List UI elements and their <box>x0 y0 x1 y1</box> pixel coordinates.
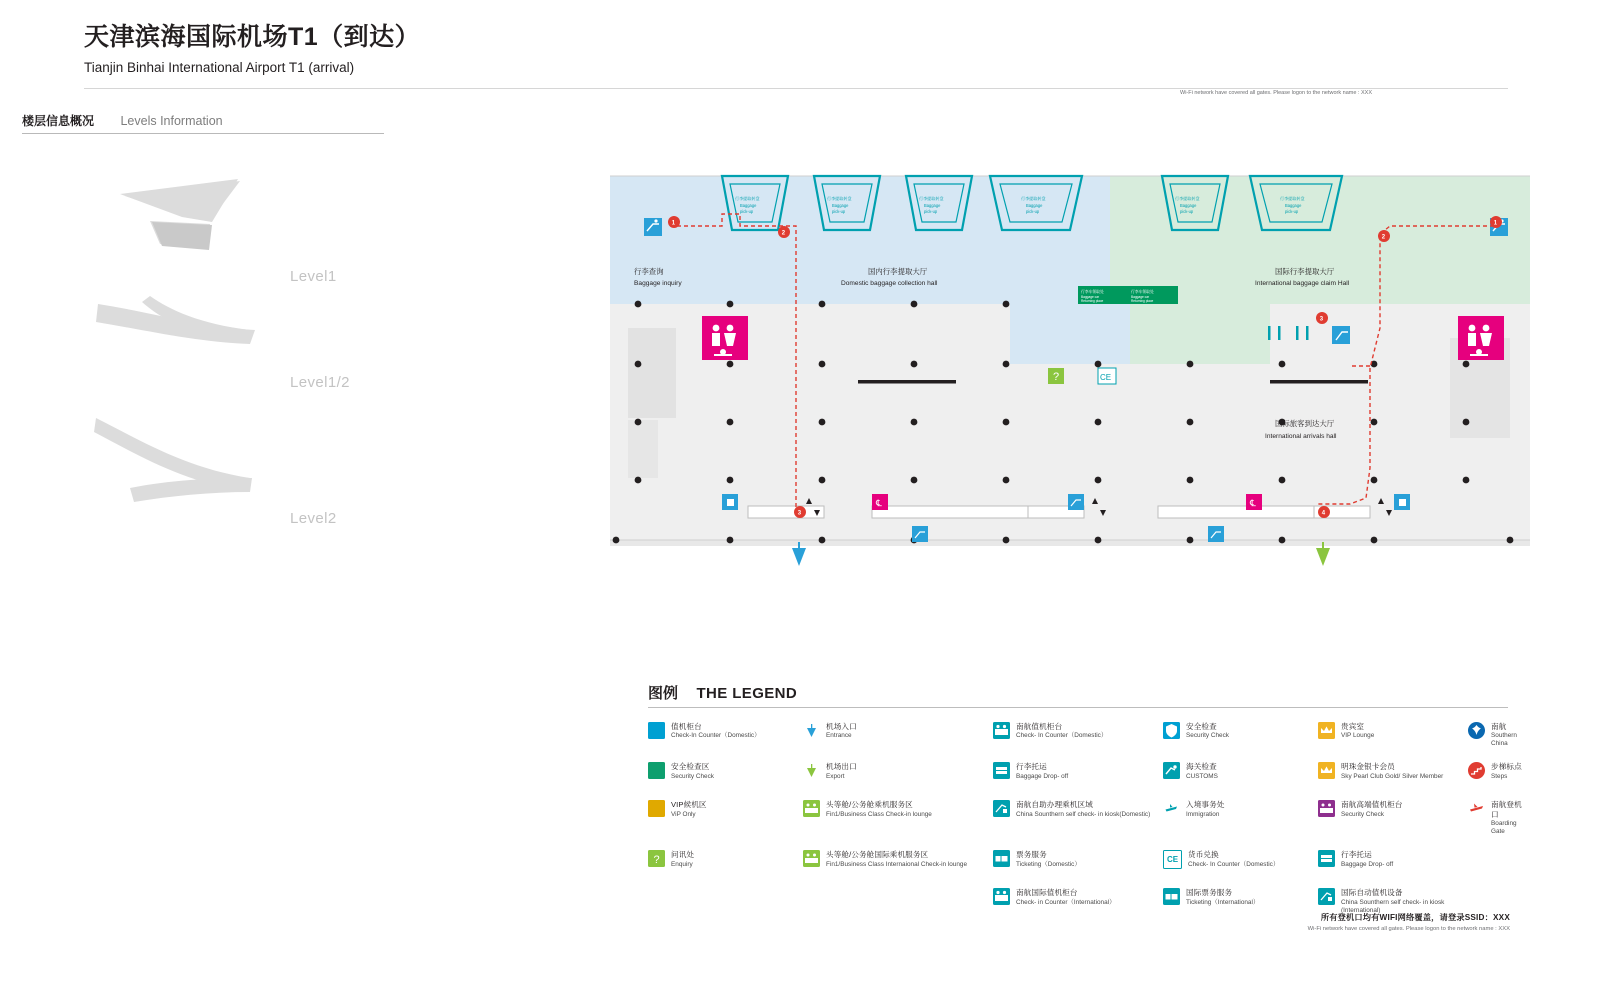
legend-label-en: CUSTOMS <box>1186 772 1218 780</box>
legend-label-en: Export <box>826 772 845 780</box>
svg-text:4: 4 <box>1321 510 1326 517</box>
svg-text:Returning place: Returning place <box>1081 299 1104 303</box>
area-label-cn-1: 国内行李提取大厅 <box>868 267 928 276</box>
boarding-gate-icon <box>1468 800 1485 817</box>
page-title-cn: 天津滨海国际机场T1（到达） <box>84 23 421 51</box>
enquiry-icon <box>648 850 665 867</box>
legend-item-enquiry[interactable] <box>648 850 803 874</box>
walkway-bar-1 <box>858 380 956 384</box>
legend-label-cn: 南航自助办理乘机区域 <box>1016 800 1093 810</box>
carousel-label-en-1b: pick-up <box>740 209 754 214</box>
level-2-row[interactable] <box>90 410 470 527</box>
legend-label-cn: 问讯处 <box>671 850 695 860</box>
legend-item-baggage-drop-off-2[interactable] <box>1318 850 1468 874</box>
legend-label-cn: 南航值机柜台 <box>1016 722 1063 731</box>
levels-heading <box>22 112 402 130</box>
legend-label-en: Check- in Counter（International） <box>1016 898 1116 906</box>
legend-label-cn: 机场出口 <box>826 762 857 772</box>
area-label-en-3: International arrivals hall <box>1265 433 1337 440</box>
steps-icon <box>1468 762 1485 779</box>
svg-text:行李车领取处: 行李车领取处 <box>1131 290 1154 294</box>
route-marker-2-right <box>1378 230 1390 242</box>
legend-label-cn: 国际自动值机设备 <box>1341 888 1403 898</box>
legend-label-cn: 安全检查 <box>1186 722 1217 731</box>
elevator-icon-right <box>1332 326 1350 344</box>
legend-label-cn: 货币兑换 <box>1188 850 1219 860</box>
levels-heading-cn: 楼层信息概况 <box>22 114 95 128</box>
legend-label-en: China Sounthern self check- in kiosk (International) <box>1341 898 1445 914</box>
svg-text:2: 2 <box>1381 234 1386 241</box>
spacer-icon-4 <box>1468 888 1485 905</box>
legend-title <box>648 682 1508 703</box>
legend-label-cn: 贵宾室 <box>1341 722 1365 731</box>
area-label-en-0: Baggage inquiry <box>634 280 682 287</box>
vip-only-icon <box>648 800 665 817</box>
legend-spacer-3 <box>803 888 993 914</box>
spacer-icon-3 <box>803 888 820 905</box>
first-business-checkin-lounge-icon <box>803 800 820 817</box>
legend-label-cn: 国际票务服务 <box>1186 888 1233 898</box>
baggage-icon-bottom-right <box>1394 494 1410 510</box>
csn-self-checkin-kiosk-domestic-icon <box>993 800 1010 817</box>
escalator-icon-mid-left <box>1068 494 1084 510</box>
ticketing-domestic-icon <box>993 850 1010 867</box>
page-header <box>84 22 1504 76</box>
legend-item-first-business-intl-checkin-lounge[interactable] <box>803 850 993 874</box>
svg-text:1: 1 <box>1493 220 1498 227</box>
svg-text:?: ? <box>1053 371 1060 383</box>
csn-check-in-counter-intl-icon <box>993 888 1010 905</box>
svg-text:Returning place: Returning place <box>1131 299 1154 303</box>
legend-item-security-check[interactable] <box>1163 722 1318 748</box>
legend-label-cn: 头等舱/公务舱国际乘机服务区 <box>826 850 929 860</box>
header-divider <box>84 88 1508 89</box>
legend-label-en: Check- In Counter（Domestic） <box>1016 732 1108 740</box>
carousel-label-cn-6: 行李提取转盘 <box>1280 196 1305 201</box>
svg-text:行李车领取处: 行李车领取处 <box>1081 290 1104 294</box>
area-label-en-2: International baggage claim Hall <box>1255 280 1350 287</box>
footer-wifi-en: Wi-Fi network have covered all gates. Please logon to the network name : XXX <box>1307 926 1510 932</box>
security-check-area-icon <box>648 762 665 779</box>
legend-item-baggage-drop-off[interactable] <box>993 762 1163 786</box>
svg-text:℄: ℄ <box>876 498 882 508</box>
legend-item-csn-check-in-counter-domestic[interactable] <box>993 722 1163 748</box>
carousel-label-en-4: Baggage <box>1026 203 1043 208</box>
ticketing-icon-right <box>1246 494 1262 510</box>
legend-item-export[interactable] <box>803 762 993 786</box>
legend-grid <box>648 722 1528 915</box>
legend-label-cn: 明珠金银卡会员 <box>1341 762 1395 772</box>
first-business-intl-checkin-lounge-icon <box>803 850 820 867</box>
legend-divider <box>648 707 1508 708</box>
level-2-shape <box>90 410 470 530</box>
level-1-2-row[interactable] <box>90 282 470 392</box>
carousel-label-cn-3: 行李提取转盘 <box>919 196 944 201</box>
legend-label-en: Immigration <box>1186 810 1220 818</box>
legend-label-en: Entrance <box>826 732 852 740</box>
footer-wifi-note <box>1100 912 1510 932</box>
export-icon <box>803 762 820 779</box>
legend-item-check-in-counter-domestic[interactable] <box>648 722 803 748</box>
legend-label-cn: 南航登机口 <box>1491 800 1522 819</box>
ticketing-international-icon <box>1163 888 1180 905</box>
legend-label-en: Security Check <box>671 772 714 780</box>
carousel-label-cn-5: 行李提取转盘 <box>1175 196 1200 201</box>
legend-label-cn: 入境事务处 <box>1186 800 1225 810</box>
legend-label-cn: 行李托运 <box>1341 850 1372 860</box>
legend-label-en: Enquiry <box>671 860 693 868</box>
legend-label-cn: 安全检查区 <box>671 762 710 772</box>
route-marker-3-left <box>794 506 806 518</box>
check-in-counter-domestic-icon <box>648 722 665 739</box>
carousel-label-en-1: Baggage <box>740 203 757 208</box>
legend-label-en: VIP Lounge <box>1341 732 1375 740</box>
legend-item-steps[interactable] <box>1468 762 1528 786</box>
escalator-icon-below-2 <box>1208 526 1224 542</box>
escalator-icon-below-1 <box>912 526 928 542</box>
legend-label-cn: 票务服务 <box>1016 850 1047 860</box>
legend-item-csn-premium-check-in[interactable] <box>1318 800 1468 836</box>
legend-label-en: Baggage Drop- off <box>1341 860 1394 868</box>
legend-label-cn: 南航高端值机柜台 <box>1341 800 1403 810</box>
legend-label-cn: 值机柜台 <box>671 722 702 731</box>
legend-item-security-check-area[interactable] <box>648 762 803 786</box>
legend-label-cn: 海关检查 <box>1186 762 1217 772</box>
ticketing-icon-left <box>872 494 888 510</box>
legend-title-cn: 图例 <box>648 685 679 702</box>
legend-label-en: Ticketing（International） <box>1186 898 1260 906</box>
legend-label-en: China Sounthern self check- in kiosk(Domestic) <box>1016 810 1151 818</box>
carousel-label-cn-4: 行李提取转盘 <box>1021 196 1046 201</box>
walkway-bar-2 <box>1270 380 1368 384</box>
spacer-icon <box>1468 850 1485 867</box>
immigration-icon <box>1163 800 1180 817</box>
customs-icon <box>1163 762 1180 779</box>
carousel-label-en-4b: pick-up <box>1026 209 1040 214</box>
legend-item-csn-self-checkin-kiosk-intl[interactable] <box>1318 888 1468 914</box>
route-marker-1-right <box>1490 216 1502 228</box>
legend-item-customs[interactable] <box>1163 762 1318 786</box>
currency-exchange-icon-plan <box>1098 368 1116 384</box>
legend-label-cn: 头等舱/公务舱乘机服务区 <box>826 800 913 810</box>
restroom-left-icon <box>702 316 748 360</box>
legend-item-southern-china[interactable] <box>1468 722 1528 748</box>
legend-item-boarding-gate[interactable] <box>1468 800 1528 836</box>
legend-item-csn-self-checkin-kiosk-domestic[interactable] <box>993 800 1163 836</box>
security-check-icon <box>1163 722 1180 739</box>
area-label-cn-2: 国际行李提取大厅 <box>1275 267 1335 276</box>
legend-item-entrance[interactable] <box>803 722 993 748</box>
page-title-en: Tianjin Binhai International Airport T1 (arrival) <box>84 60 355 75</box>
carousel-label-en-5: Baggage <box>1180 203 1197 208</box>
legend-item-ticketing-international[interactable] <box>1163 888 1318 914</box>
carousel-label-en-3: Baggage <box>924 203 941 208</box>
svg-text:3: 3 <box>797 510 802 517</box>
sky-pearl-club-icon <box>1318 762 1335 779</box>
legend-item-vip-only[interactable] <box>648 800 803 836</box>
legend-label-cn: 步梯标点 <box>1491 762 1522 772</box>
carousel-label-en-6b: pick-up <box>1285 209 1299 214</box>
svg-text:Baggage car: Baggage car <box>1081 295 1100 299</box>
legend-item-first-business-checkin-lounge[interactable] <box>803 800 993 836</box>
entrance-icon <box>803 722 820 739</box>
baggage-icon-bottom-left <box>722 494 738 510</box>
legend-label-en: ViP Only <box>671 810 696 818</box>
legend-label-cn: 南航国际值机柜台 <box>1016 888 1078 898</box>
legend-item-vip-lounge[interactable] <box>1318 722 1468 748</box>
baggage-cart-sign-1 <box>1078 286 1128 304</box>
svg-text:CE: CE <box>1100 373 1112 382</box>
svg-text:?: ? <box>653 854 660 867</box>
legend-label-cn: 行李托运 <box>1016 762 1047 772</box>
legend-label-en: Check- In Counter（Domestic） <box>1188 860 1280 868</box>
legend-label-en: Check-In Counter（Domestic） <box>671 732 761 740</box>
spacer-icon-2 <box>648 888 665 905</box>
level-2-label: Level2 <box>290 510 337 527</box>
legend-label-en: Boarding Gate <box>1491 820 1517 836</box>
baggage-drop-off-icon <box>993 762 1010 779</box>
legend-label-cn: 机场入口 <box>826 722 857 731</box>
legend-label-en: Sky Pearl Club Gold/ Silver Member <box>1341 772 1444 780</box>
levels-heading-en: Levels Information <box>120 114 223 128</box>
legend-item-csn-check-in-counter-intl[interactable] <box>993 888 1163 914</box>
level-1-label: Level1 <box>290 268 337 285</box>
carousel-label-en-2: Baggage <box>832 203 849 208</box>
csn-premium-check-in-icon <box>1318 800 1335 817</box>
legend-label-en: Southern China <box>1491 732 1517 748</box>
svg-text:3: 3 <box>1319 316 1324 323</box>
carousel-label-en-5b: pick-up <box>1180 209 1194 214</box>
svg-text:2: 2 <box>781 230 786 237</box>
floor-plan[interactable] <box>610 168 1530 588</box>
legend-spacer <box>1468 850 1528 874</box>
levels-divider <box>22 133 384 134</box>
legend-item-sky-pearl-club[interactable] <box>1318 762 1468 786</box>
svg-text:1: 1 <box>671 220 676 227</box>
legend-label-en: Security Check <box>1186 732 1229 740</box>
southern-china-icon <box>1468 722 1485 739</box>
area-label-en-1: Domestic baggage collection hall <box>841 280 938 287</box>
legend-label-en: Ticketing（Domestic） <box>1016 860 1081 868</box>
carousel-label-cn-2: 行李提取转盘 <box>827 196 852 201</box>
legend-spacer-2 <box>648 888 803 914</box>
carousel-label-en-2b: pick-up <box>832 209 846 214</box>
escalator-icon-top-left <box>644 218 662 236</box>
route-marker-3-right <box>1316 312 1328 324</box>
currency-exchange-icon: CE <box>1163 850 1182 869</box>
enquiry-icon-plan <box>1048 368 1064 384</box>
svg-text:Baggage car: Baggage car <box>1131 295 1150 299</box>
vip-lounge-icon <box>1318 722 1335 739</box>
csn-check-in-counter-domestic-icon <box>993 722 1010 739</box>
level-1-2-label: Level1/2 <box>290 374 350 391</box>
route-marker-1-left <box>668 216 680 228</box>
legend-label-en: Fin1/Business Class Internaional Check-in lounge <box>826 860 968 868</box>
legend-label-cn: VIP候机区 <box>671 800 707 810</box>
legend-item-immigration[interactable] <box>1163 800 1318 836</box>
baggage-drop-off-2-icon <box>1318 850 1335 867</box>
csn-self-checkin-kiosk-intl-icon <box>1318 888 1335 905</box>
level-1-2-shape <box>90 282 470 392</box>
route-marker-4-right <box>1318 506 1330 518</box>
restroom-right-icon <box>1458 316 1504 360</box>
carousel-label-en-6: Baggage <box>1285 203 1302 208</box>
level-1-shape <box>90 176 470 286</box>
legend-label-en: Steps <box>1491 772 1508 780</box>
legend-label-en: Security Check <box>1341 810 1384 818</box>
footer-wifi-cn: 所有登机口均有WIFI网络覆盖，请登录SSID：XXX <box>1320 913 1510 922</box>
carousel-label-cn-1: 行李提取转盘 <box>735 196 760 201</box>
area-label-cn-0: 行李查询 <box>634 267 664 276</box>
legend-item-currency-exchange[interactable] <box>1163 850 1318 874</box>
area-label-cn-3: 国际旅客到达大厅 <box>1275 419 1335 428</box>
legend-label-en: Baggage Drop- off <box>1016 772 1069 780</box>
carousel-label-en-3b: pick-up <box>924 209 938 214</box>
route-marker-2-left <box>778 226 790 238</box>
wifi-note-top: Wi-Fi network have covered all gates. Please logon to the network name : XXX <box>1180 90 1372 96</box>
legend-spacer-4 <box>1468 888 1528 914</box>
legend-label-en: Fin1/Business Class Check-in lounge <box>826 810 932 818</box>
baggage-cart-sign-2 <box>1128 286 1178 304</box>
level-1-row[interactable] <box>90 176 470 286</box>
legend-label-cn: 南航 <box>1491 722 1507 731</box>
legend-item-ticketing-domestic[interactable] <box>993 850 1163 874</box>
legend-title-en: THE LEGEND <box>696 685 798 702</box>
svg-text:℄: ℄ <box>1250 498 1256 508</box>
